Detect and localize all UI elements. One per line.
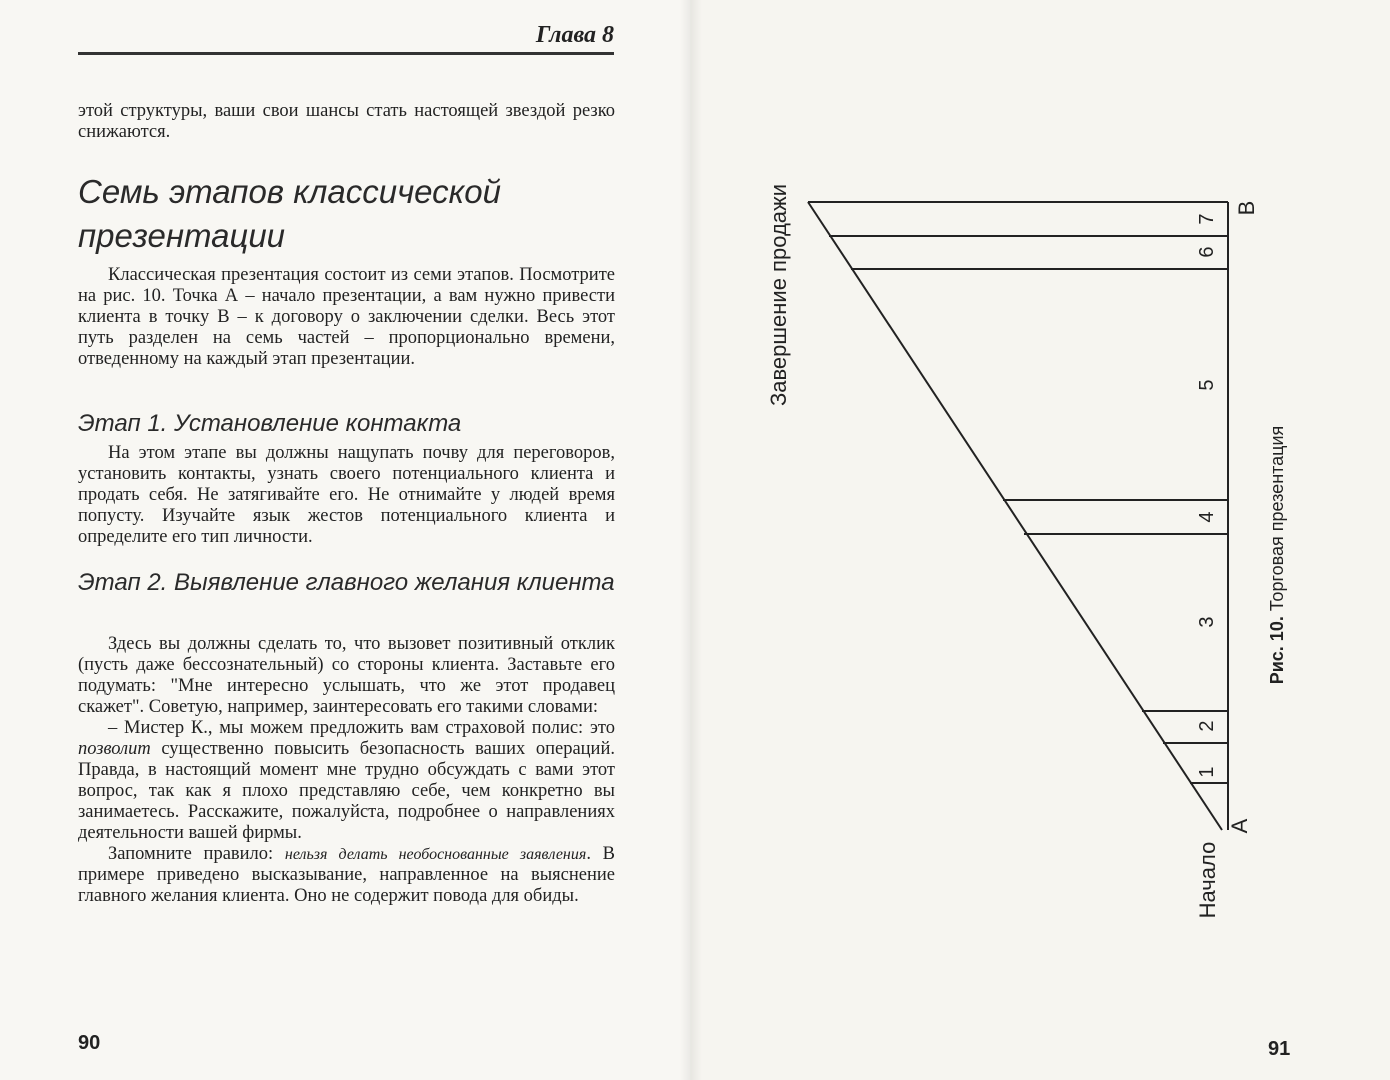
triangle-hypotenuse — [808, 202, 1222, 830]
stage-label-3: 3 — [1196, 616, 1218, 628]
stage2-paragraphs — [78, 634, 615, 907]
running-head: Глава 8 — [535, 22, 614, 48]
page-number-right: 91 — [1268, 1038, 1291, 1060]
stage1-text: На этом этапе вы должны нащупать почву для переговоров, установить контакты, узнать своего потенциального клиента и продать себя. Не затягивайте его. Не отнимайте у людей время попусту. Изучайте язык жестов потенциального клиента и определите его тип личности. — [78, 443, 615, 547]
stage1-title: Этап 1. Установление контакта — [78, 410, 462, 437]
figure-sales-presentation — [700, 150, 1340, 940]
stage-label-5: 5 — [1196, 379, 1218, 391]
stage1-paragraph — [78, 443, 615, 548]
label-end-of-sale: Завершение продажи — [766, 183, 791, 407]
figure-caption — [1267, 426, 1287, 685]
stage2-text-3-italic: нельзя делать необоснованные заявления — [284, 846, 587, 863]
intro-paragraph — [78, 101, 615, 143]
stage2-text-3a: Запомните правило: — [108, 844, 285, 864]
stage-label-1: 1 — [1196, 766, 1218, 778]
stage2-text-2 — [78, 718, 615, 844]
section-text: Классическая презентация состоит из семи этапов. Посмотрите на рис. 10. Точка А – начало презентации, а вам нужно привести клиента в точку В – к договору о заключении сделки. Весь этот путь разделен на семь частей – пропорционально времени, отведенному на каждый этап презентации. — [78, 265, 615, 369]
header-rule — [78, 52, 614, 55]
section-paragraph — [78, 265, 615, 370]
point-a-label: А — [1227, 818, 1252, 834]
stage-label-2: 2 — [1196, 720, 1218, 732]
stage-label-4: 4 — [1196, 511, 1218, 523]
section-title: Семь этапов классической презентации — [78, 173, 501, 254]
stage2-text-2a: – Мистер К., мы можем предложить вам страховой полис: это — [108, 718, 615, 738]
book-gutter — [680, 0, 702, 1080]
stage2-text-2-italic: позволит — [78, 739, 151, 759]
stage2-text-2b: существенно повысить безопасность ваших операций. Правда, в настоящий момент мне трудно обсуждать с вами этот вопрос, так как я плохо представляю себе, чем конкретно вы занимаетесь. Расскажите, пожалуйста, подробнее о направлениях деятельности вашей фирмы. — [78, 739, 615, 843]
stage2-text-3 — [78, 844, 615, 907]
point-b-label: В — [1234, 200, 1259, 216]
stage2-text-1: Здесь вы должны сделать то, что вызовет позитивный отклик (пусть даже бессознательный) со стороны клиента. Заставьте его подумать: "Мне интересно услышать, что же этот продавец скажет". Советую, например, заинтересовать его такими словами: — [78, 634, 615, 717]
caption-prefix: Рис. 10. — [1267, 616, 1287, 685]
label-start: Начало — [1195, 841, 1220, 919]
stage2-text-3b: . В примере приведено высказывание, направленное на выяснение главного желания клиента. Оно не содержит повода для обиды. — [78, 844, 615, 906]
page-number-left: 90 — [78, 1032, 101, 1054]
intro-text: этой структуры, ваши свои шансы стать настоящей звездой резко снижаются. — [78, 101, 615, 142]
stage-label-7: 7 — [1196, 213, 1218, 225]
stage2-title: Этап 2. Выявление главного желания клиента — [78, 569, 615, 596]
stage-label-6: 6 — [1196, 246, 1218, 258]
caption-text: Торговая презентация — [1267, 425, 1287, 612]
